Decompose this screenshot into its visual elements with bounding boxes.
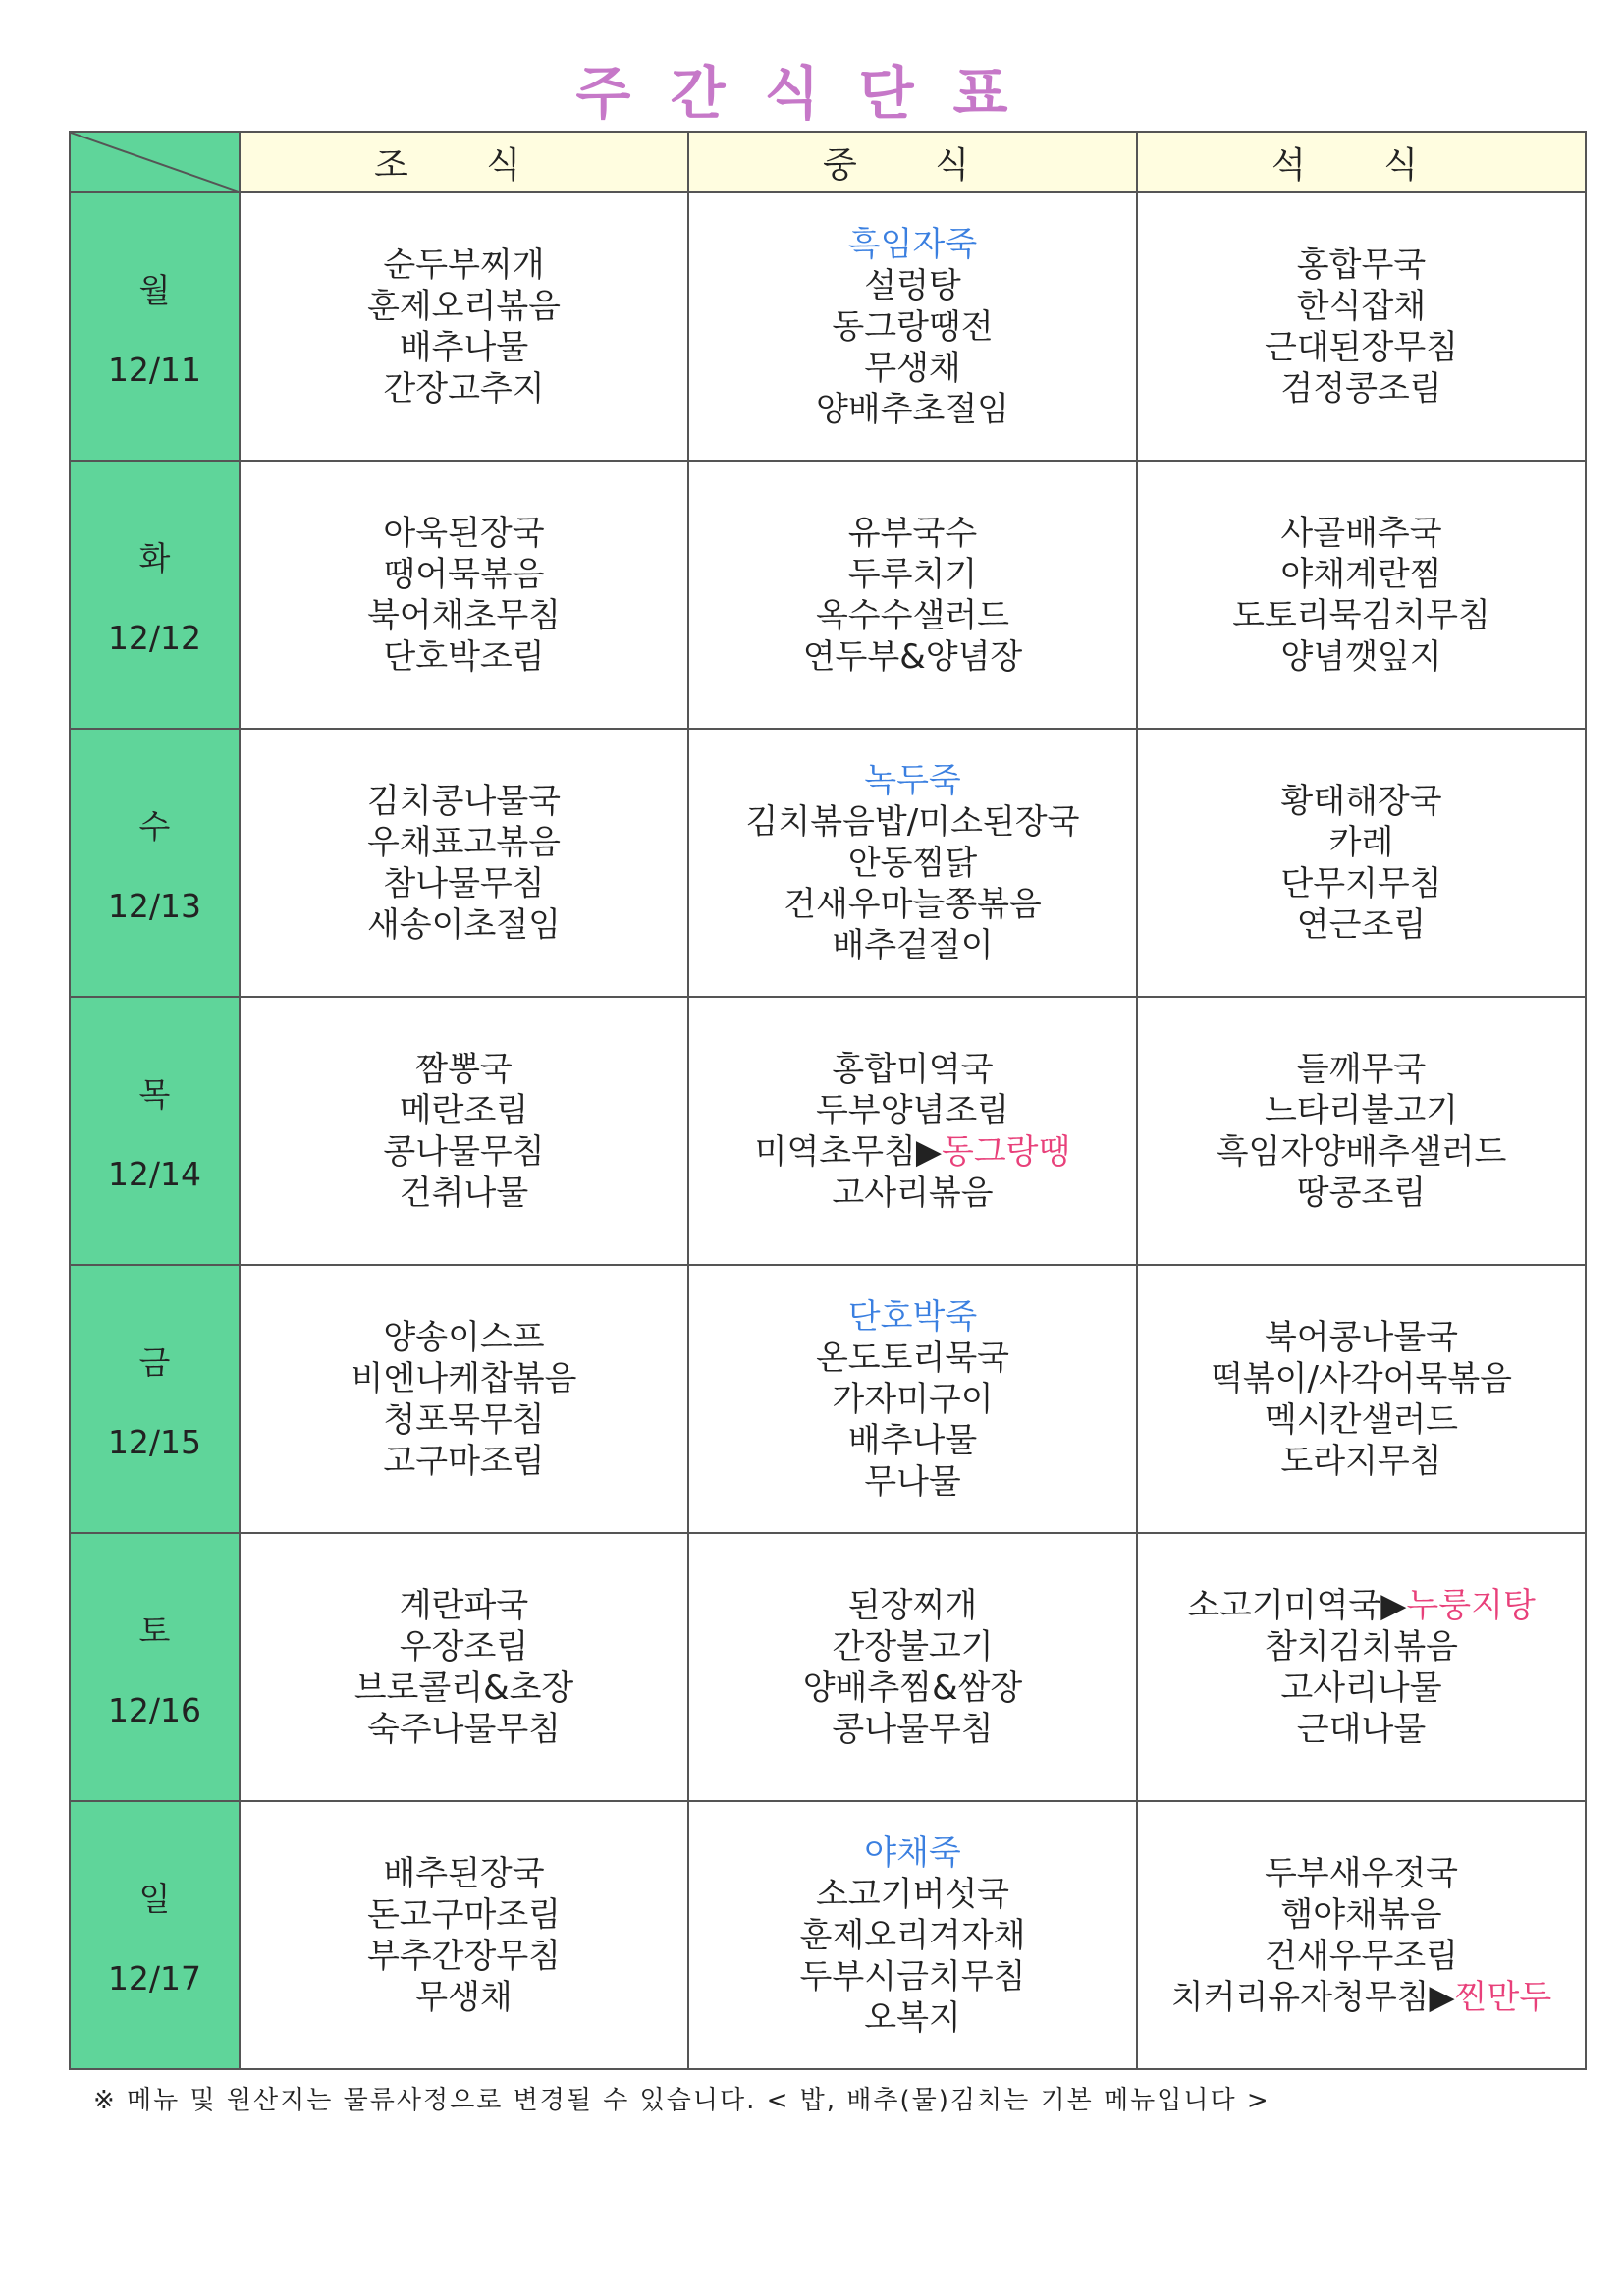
porridge-item [689, 760, 1136, 801]
menu-cell-breakfast [240, 997, 688, 1265]
menu-item [1138, 327, 1585, 368]
menu-item-text: 근대된장무침 [1264, 327, 1459, 367]
menu-item [1138, 1090, 1585, 1131]
menu-item-text: 무나물 [864, 1461, 961, 1502]
menu-item [1138, 863, 1585, 904]
menu-item-text: 건새우무조림 [1264, 1936, 1459, 1976]
day-row [70, 729, 1586, 997]
menu-cell-lunch [688, 729, 1137, 997]
menu-item [241, 368, 687, 410]
menu-item [1138, 1131, 1585, 1173]
day-row [70, 1265, 1586, 1533]
menu-cell-lunch [688, 1265, 1137, 1533]
menu-item-text: 소고기버섯국 [815, 1874, 1010, 1914]
menu-item-text: 두부양념조림 [815, 1090, 1010, 1130]
menu-item [241, 1131, 687, 1173]
menu-item-text: 간장불고기 [832, 1626, 994, 1667]
day-header [70, 997, 240, 1265]
menu-item-text: 소고기미역국▶ [1187, 1585, 1407, 1625]
menu-item-text: 배추겉절이 [832, 925, 994, 965]
menu-cell-dinner [1137, 729, 1586, 997]
day-date: 12/15 [107, 1422, 202, 1461]
menu-item [689, 265, 1136, 306]
menu-item [241, 1667, 687, 1709]
menu-cell-breakfast [240, 461, 688, 729]
menu-item [241, 781, 687, 822]
menu-item-text: 순두부찌개 [383, 245, 545, 285]
menu-item [241, 595, 687, 636]
menu-item-text: 땅콩조림 [1296, 1173, 1427, 1213]
menu-cell-breakfast [240, 192, 688, 461]
menu-item [689, 801, 1136, 843]
menu-item [1138, 1667, 1585, 1709]
menu-item [1138, 1626, 1585, 1667]
menu-item [1138, 1977, 1585, 2018]
menu-item-text: 느타리불고기 [1264, 1090, 1459, 1130]
menu-item-text: 양배추찜&쌈장 [802, 1667, 1023, 1708]
menu-item-text: 훈제오리겨자채 [799, 1915, 1026, 1955]
menu-item-text: 김치콩나물국 [366, 781, 562, 821]
menu-cell-dinner [1137, 461, 1586, 729]
menu-cell-dinner [1137, 1533, 1586, 1801]
menu-item [689, 1379, 1136, 1420]
menu-item-text: 콩나물무침 [383, 1131, 545, 1172]
menu-item [689, 513, 1136, 554]
day-header [70, 1265, 240, 1533]
header-dinner: 석 식 [1137, 132, 1586, 192]
menu-item-text: 양념깻잎지 [1280, 636, 1442, 677]
menu-item [241, 1936, 687, 1977]
menu-item [241, 286, 687, 327]
menu-item [1138, 1894, 1585, 1936]
menu-cell-breakfast [240, 1801, 688, 2069]
menu-item-text: 도라지무침 [1280, 1441, 1442, 1481]
menu-item [689, 348, 1136, 389]
menu-item [241, 1709, 687, 1750]
day-date: 12/12 [107, 618, 202, 657]
menu-item-text: 단호박죽 [847, 1296, 978, 1337]
menu-item-text: 단호박조림 [383, 636, 545, 677]
weekly-menu-table [69, 131, 1587, 2070]
menu-item-text: 떡볶이/사각어묵볶음 [1210, 1358, 1513, 1398]
day-row [70, 997, 1586, 1265]
menu-item-text: 미역초무침▶ [754, 1131, 942, 1172]
menu-item-text: 새송이초절임 [366, 904, 562, 945]
menu-item-text: 야채계란찜 [1280, 554, 1442, 594]
menu-item [241, 1049, 687, 1090]
menu-item [689, 1874, 1136, 1915]
menu-item-text: 두부시금치무침 [799, 1956, 1026, 1996]
menu-item-text: 고사리나물 [1280, 1667, 1442, 1708]
footnote: ※ 메뉴 및 원산지는 물류사정으로 변경될 수 있습니다. < 밥, 배추(물)김치는 기본 메뉴입니다 > [93, 2086, 1271, 2115]
day-date: 12/14 [107, 1154, 202, 1193]
menu-item-text: 무생채 [864, 348, 961, 388]
menu-item-text: 부추간장무침 [366, 1936, 562, 1976]
menu-item-text: 참치김치볶음 [1264, 1626, 1459, 1667]
menu-item-text: 간장고추지 [383, 368, 545, 409]
menu-item [689, 1585, 1136, 1626]
menu-item-text: 계란파국 [399, 1585, 529, 1625]
menu-item-text: 흑임자양배추샐러드 [1216, 1131, 1507, 1172]
menu-item-text: 근대나물 [1296, 1709, 1427, 1749]
menu-item [689, 595, 1136, 636]
menu-item [689, 1173, 1136, 1214]
menu-item [241, 1894, 687, 1936]
menu-item-text: 들깨무국 [1296, 1049, 1427, 1089]
menu-item-text: 콩나물무침 [832, 1709, 994, 1749]
menu-cell-dinner [1137, 192, 1586, 461]
menu-item [689, 1049, 1136, 1090]
menu-item [689, 1090, 1136, 1131]
menu-item-text: 배추나물 [399, 327, 529, 367]
menu-item-text: 고구마조림 [383, 1441, 545, 1481]
corner-cell [70, 132, 240, 192]
menu-item-text: 비엔나케찹볶음 [351, 1358, 577, 1398]
day-header [70, 192, 240, 461]
menu-item-text: 유부국수 [847, 513, 978, 553]
menu-item-text: 황태해장국 [1280, 781, 1442, 821]
menu-item-text: 온도토리묵국 [815, 1338, 1010, 1378]
page-title: 주간식단표 [575, 60, 1048, 127]
menu-item-text: 김치볶음밥/미소된장국 [745, 801, 1080, 842]
menu-item-text: 멕시칸샐러드 [1264, 1399, 1459, 1440]
menu-item-text: 두루치기 [847, 554, 978, 594]
menu-item [1138, 1358, 1585, 1399]
menu-item [241, 1585, 687, 1626]
menu-item [689, 1997, 1136, 2039]
day-row [70, 192, 1586, 461]
menu-item [241, 1441, 687, 1482]
menu-item [241, 822, 687, 863]
menu-item [1138, 1049, 1585, 1090]
menu-item-text: 숙주나물무침 [366, 1709, 562, 1749]
menu-cell-dinner [1137, 997, 1586, 1265]
menu-cell-breakfast [240, 729, 688, 997]
day-header [70, 1533, 240, 1801]
menu-item-text: 녹두죽 [864, 760, 961, 800]
menu-cell-lunch [688, 1533, 1137, 1801]
menu-item-text: 참나물무침 [383, 863, 545, 903]
menu-item-text: 도토리묵김치무침 [1232, 595, 1490, 635]
menu-item [241, 636, 687, 678]
menu-item-text: 건취나물 [399, 1173, 529, 1213]
menu-item [689, 389, 1136, 430]
menu-item-text: 아욱된장국 [383, 513, 545, 553]
menu-item-text: 검정콩조림 [1280, 368, 1442, 409]
menu-item-text: 사골배추국 [1280, 513, 1442, 553]
menu-item-text: 홍합무국 [1296, 245, 1427, 285]
menu-item-text: 땡어묵볶음 [383, 554, 545, 594]
menu-item [1138, 1709, 1585, 1750]
day-date: 12/17 [107, 1958, 202, 1997]
menu-item-text: 야채죽 [864, 1832, 961, 1873]
substitute-item: 누룽지탕 [1406, 1585, 1536, 1625]
menu-item [1138, 1173, 1585, 1214]
menu-item-text: 고사리볶음 [832, 1173, 994, 1213]
menu-item-text: 건새우마늘쫑볶음 [784, 884, 1042, 924]
menu-cell-lunch [688, 192, 1137, 461]
menu-item-text: 북어콩나물국 [1264, 1317, 1459, 1357]
day-date: 12/13 [107, 886, 202, 925]
header-breakfast: 조 식 [240, 132, 688, 192]
menu-item-text: 양배추초절임 [815, 389, 1010, 429]
day-row [70, 1801, 1586, 2069]
menu-item [241, 554, 687, 595]
menu-item [689, 1956, 1136, 1997]
day-name: 화 [138, 538, 171, 577]
menu-item [241, 1358, 687, 1399]
menu-item-text: 북어채초무침 [366, 595, 562, 635]
menu-item-text: 오복지 [864, 1997, 961, 2038]
menu-item-text: 무생채 [415, 1977, 513, 2017]
header-lunch: 중 식 [688, 132, 1137, 192]
menu-item [689, 1338, 1136, 1379]
menu-item-text: 햄야채볶음 [1280, 1894, 1442, 1935]
menu-item [241, 1399, 687, 1441]
porridge-item [689, 1296, 1136, 1338]
menu-item [241, 904, 687, 946]
menu-item-text: 메란조림 [399, 1090, 529, 1130]
menu-cell-dinner [1137, 1265, 1586, 1533]
menu-item [241, 1853, 687, 1894]
day-header [70, 461, 240, 729]
menu-item [1138, 1853, 1585, 1894]
menu-item [689, 554, 1136, 595]
menu-item-text: 가자미구이 [832, 1379, 994, 1419]
menu-item [689, 636, 1136, 678]
menu-cell-breakfast [240, 1265, 688, 1533]
menu-item-text: 짬뽕국 [415, 1049, 513, 1089]
menu-item-text: 한식잡채 [1296, 286, 1427, 326]
menu-item [1138, 1399, 1585, 1441]
menu-item [689, 925, 1136, 966]
menu-item [689, 1420, 1136, 1461]
porridge-item [689, 224, 1136, 265]
menu-item-text: 돈고구마조림 [366, 1894, 562, 1935]
menu-item [241, 1317, 687, 1358]
menu-item [689, 306, 1136, 348]
day-name: 수 [138, 806, 171, 846]
menu-body [70, 192, 1586, 2069]
menu-item-text: 우장조림 [399, 1626, 529, 1667]
menu-item [1138, 1585, 1585, 1626]
menu-item-text: 카레 [1328, 822, 1394, 862]
menu-item [241, 327, 687, 368]
menu-item-text: 단무지무침 [1280, 863, 1442, 903]
menu-item [241, 1173, 687, 1214]
menu-cell-lunch [688, 461, 1137, 729]
day-header [70, 729, 240, 997]
menu-item [689, 1131, 1136, 1173]
menu-item [1138, 636, 1585, 678]
menu-item [1138, 1317, 1585, 1358]
menu-item [689, 843, 1136, 884]
day-date: 12/16 [107, 1690, 202, 1729]
menu-item [1138, 286, 1585, 327]
day-row [70, 461, 1586, 729]
menu-item-text: 우채표고볶음 [366, 822, 562, 862]
menu-item-text: 옥수수샐러드 [815, 595, 1010, 635]
menu-item-text: 된장찌개 [847, 1585, 978, 1625]
menu-item [1138, 904, 1585, 946]
menu-cell-lunch [688, 1801, 1137, 2069]
substitute-item: 동그랑땡 [941, 1131, 1071, 1172]
diagonal-line [71, 133, 239, 191]
menu-item [689, 1915, 1136, 1956]
day-name: 금 [138, 1342, 171, 1382]
menu-item [1138, 822, 1585, 863]
day-name: 일 [138, 1879, 171, 1918]
menu-cell-breakfast [240, 1533, 688, 1801]
menu-item-text: 치커리유자청무침▶ [1170, 1977, 1455, 2017]
menu-item-text: 연두부&양념장 [802, 636, 1023, 677]
menu-item [241, 245, 687, 286]
menu-item [689, 1709, 1136, 1750]
menu-item [241, 1626, 687, 1667]
menu-item [689, 1626, 1136, 1667]
menu-item [241, 513, 687, 554]
menu-item-text: 배추된장국 [383, 1853, 545, 1893]
menu-item [689, 884, 1136, 925]
substitute-item: 찐만두 [1454, 1977, 1552, 2017]
menu-item-text: 브로콜리&초장 [353, 1667, 574, 1708]
menu-item-text: 연근조림 [1296, 904, 1427, 945]
day-name: 목 [138, 1074, 171, 1114]
menu-item-text: 홍합미역국 [832, 1049, 994, 1089]
menu-item-text: 청포묵무침 [383, 1399, 545, 1440]
day-name: 토 [138, 1611, 171, 1650]
menu-item [1138, 595, 1585, 636]
menu-cell-dinner [1137, 1801, 1586, 2069]
menu-item [241, 1090, 687, 1131]
porridge-item [689, 1832, 1136, 1874]
day-date: 12/11 [107, 350, 202, 389]
menu-cell-lunch [688, 997, 1137, 1265]
menu-item [1138, 1441, 1585, 1482]
menu-item-text: 흑임자죽 [847, 224, 978, 264]
menu-item-text: 배추나물 [847, 1420, 978, 1460]
menu-item [1138, 245, 1585, 286]
day-header [70, 1801, 240, 2069]
menu-item [689, 1667, 1136, 1709]
menu-item-text: 훈제오리볶음 [366, 286, 562, 326]
menu-item-text: 설렁탕 [864, 265, 961, 305]
menu-item-text: 동그랑땡전 [832, 306, 994, 347]
day-name: 월 [138, 270, 171, 309]
menu-item [1138, 554, 1585, 595]
day-row [70, 1533, 1586, 1801]
header-row [70, 132, 1586, 192]
menu-item [1138, 781, 1585, 822]
menu-item [1138, 368, 1585, 410]
menu-item-text: 안동찜닭 [847, 843, 978, 883]
menu-item [241, 1977, 687, 2018]
menu-item [1138, 1936, 1585, 1977]
menu-item-text: 양송이스프 [383, 1317, 545, 1357]
menu-item [689, 1461, 1136, 1503]
menu-item [1138, 513, 1585, 554]
menu-item-text: 두부새우젓국 [1264, 1853, 1459, 1893]
menu-item [241, 863, 687, 904]
